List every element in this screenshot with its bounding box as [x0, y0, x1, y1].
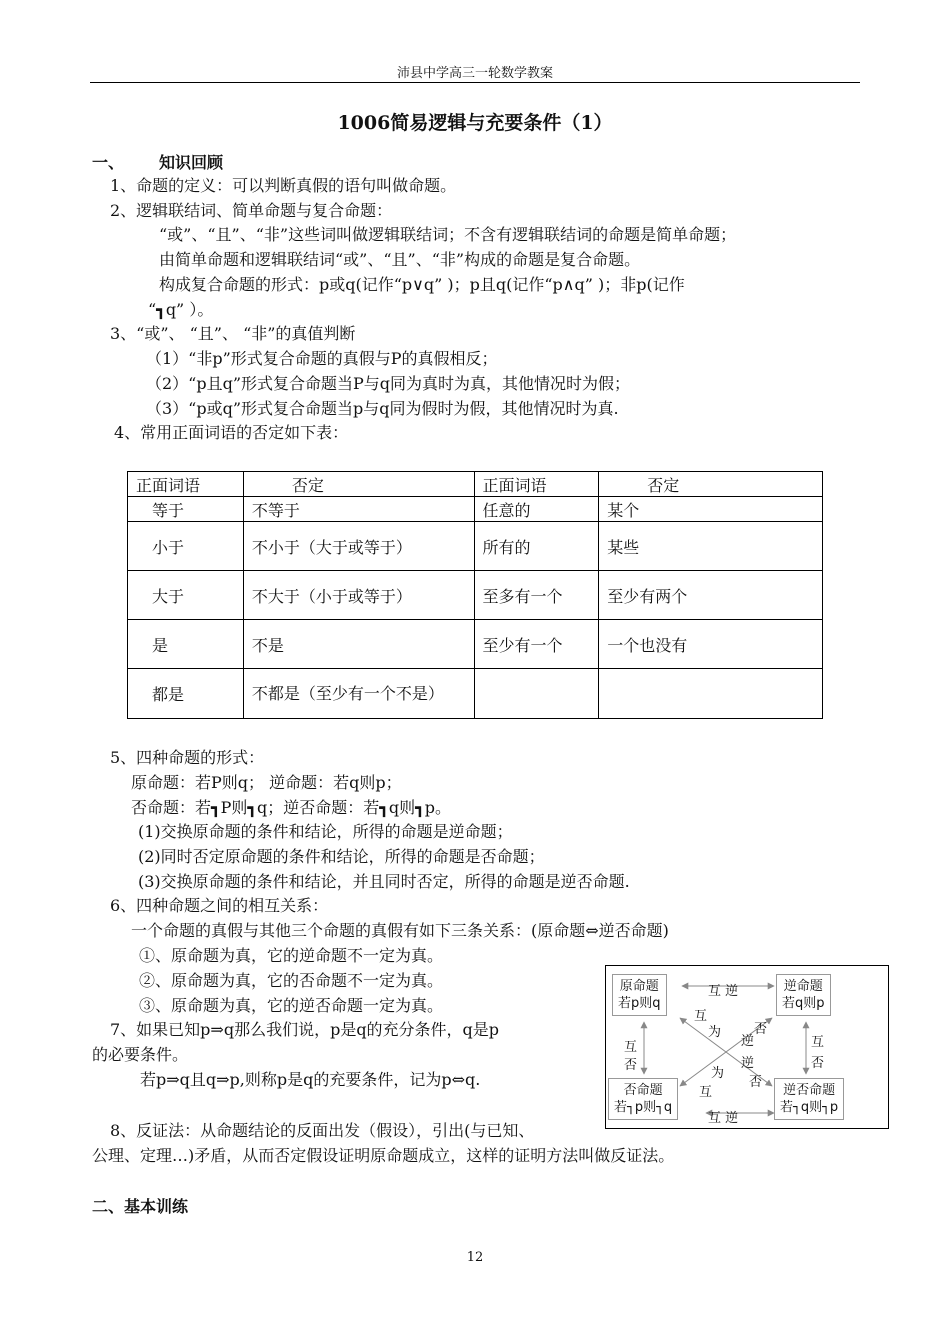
item3-heading: 3、“或”、 “且”、 “非”的真值判断: [110, 324, 356, 343]
center-label-a2: 为: [708, 1025, 722, 1040]
table-row: [128, 620, 823, 669]
item3-sub3: （3）“p或q”形式复合命题当p与q同为假时为假，其他情况时为真.: [146, 399, 619, 418]
table-cell: 都是: [128, 669, 244, 719]
box-title: 逆否命题: [783, 1083, 836, 1098]
bottom-relation-label: 互 逆: [708, 1111, 739, 1126]
item6-condition3: ③、原命题为真，它的逆否命题一定为真。: [139, 996, 444, 1015]
item3-sub1: （1）“非p”形式复合命题的真假与P的真假相反；: [146, 349, 498, 368]
table-row: [128, 497, 823, 522]
item8-line1: 8、反证法：从命题结论的反面出发（假设），引出(与已知、: [110, 1121, 535, 1140]
item2-line2: 由简单命题和逻辑联结词“或”、“且”、“非”构成的命题是复合命题。: [159, 250, 641, 269]
item5-line2: 否命题：若┓P则┓q；逆否命题：若┓q则┓p。: [131, 798, 452, 817]
item5-line1: 原命题：若P则q； 逆命题：若q则p；: [131, 773, 402, 792]
converse-proposition-box: [776, 974, 831, 1016]
table-row: [128, 571, 823, 620]
item1-text: 1、命题的定义：可以判断真假的语句叫做命题。: [110, 176, 457, 195]
proposition-relation-diagram: [605, 965, 889, 1129]
table-cell: [474, 669, 599, 719]
section1-title: 知识回顾: [159, 153, 224, 172]
left-relation-label-1: 互: [624, 1040, 638, 1055]
item5-sub1: (1)交换原命题的条件和结论，所得的命题是逆命题；: [138, 822, 513, 841]
page-title: 1006简易逻辑与充要条件（1）: [337, 112, 613, 134]
table-cell: 任意的: [474, 497, 599, 522]
item6-condition2: ②、原命题为真，它的否命题不一定为真。: [139, 971, 444, 990]
table-cell: 某些: [599, 522, 823, 571]
item2-line4: “┓q” ）。: [148, 300, 214, 319]
item6-condition1: ①、原命题为真，它的逆命题不一定为真。: [139, 946, 444, 965]
item6-heading: 6、四种命题之间的相互关系：: [110, 896, 329, 915]
item6-line1: 一个命题的真假与其他三个命题的真假有如下三条关系：(原命题⇔逆否命题): [131, 921, 669, 940]
header-rule: [90, 82, 860, 83]
table-header-row: [128, 472, 823, 497]
inverse-proposition-box: [608, 1078, 678, 1120]
table-cell: [599, 669, 823, 719]
table-cell: 至多有一个: [474, 571, 599, 620]
box-title: 逆命题: [783, 979, 823, 994]
center-label-b2: 否: [749, 1075, 763, 1090]
item3-sub2: （2）“p且q”形式复合命题当P与q同为真时为真，其他情况时为假；: [146, 374, 631, 393]
table-cell: 至少有一个: [474, 620, 599, 669]
section1-number: 一、: [92, 153, 125, 172]
top-relation-label: 互 逆: [708, 984, 739, 999]
left-relation-label-2: 否: [624, 1058, 638, 1073]
box-title: 原命题: [619, 979, 659, 994]
item5-heading: 5、四种命题的形式：: [110, 748, 265, 767]
box-title: 否命题: [623, 1083, 663, 1098]
table-header-cell: 正面词语: [128, 472, 244, 497]
center-label-a4: 否: [754, 1022, 768, 1037]
item7-line3: 若p⇒q且q⇒p,则称p是q的充要条件，记为p⇔q.: [140, 1070, 481, 1089]
item7-line1: 7、如果已知p⇒q那么我们说，p是q的充分条件，q是p: [110, 1020, 500, 1039]
center-label-b3: 为: [711, 1066, 725, 1081]
page-header: 沛县中学高三一轮数学教案: [396, 66, 553, 81]
center-label-a3: 逆: [741, 1034, 755, 1049]
box-formula: 若┐q则┐p: [780, 1100, 839, 1115]
item8-line2: 公理、定理…)矛盾，从而否定假设证明原命题成立，这样的证明方法叫做反证法。: [92, 1146, 675, 1165]
item4-text: 4、常用正面词语的否定如下表：: [114, 423, 349, 442]
center-label-b1: 逆: [741, 1056, 755, 1071]
table-cell: 不是: [243, 620, 474, 669]
item2-heading: 2、逻辑联结词、简单命题与复合命题：: [110, 201, 393, 220]
table-cell: 等于: [128, 497, 244, 522]
center-label-a1: 互: [694, 1009, 708, 1024]
box-formula: 若q则p: [782, 996, 825, 1011]
page-number: 12: [466, 1250, 484, 1265]
table-cell: 不都是（至少有一个不是）: [243, 669, 474, 719]
table-header-cell: 否定: [599, 472, 823, 497]
table-row: [128, 522, 823, 571]
table-cell: 大于: [128, 571, 244, 620]
table-cell: 一个也没有: [599, 620, 823, 669]
table-header-cell: 正面词语: [474, 472, 599, 497]
right-relation-label-2: 否: [811, 1056, 825, 1071]
table-cell: 所有的: [474, 522, 599, 571]
box-formula: 若p则q: [618, 996, 661, 1011]
contrapositive-proposition-box: [774, 1078, 844, 1120]
item5-sub2: (2)同时否定原命题的条件和结论，所得的命题是否命题；: [138, 847, 545, 866]
item2-line3: 构成复合命题的形式：p或q(记作“p∨q” )；p且q(记作“p∧q” )；非p(记作: [159, 275, 685, 294]
negation-table: [127, 471, 823, 719]
center-label-b4: 互: [699, 1085, 713, 1100]
table-cell: 不等于: [243, 497, 474, 522]
table-cell: 小于: [128, 522, 244, 571]
table-cell: 至少有两个: [599, 571, 823, 620]
item2-line1: “或”、“且”、“非”这些词叫做逻辑联结词；不含有逻辑联结词的命题是简单命题；: [159, 225, 737, 244]
table-cell: 不小于（大于或等于）: [243, 522, 474, 571]
table-row: [128, 669, 823, 719]
table-header-cell: 否定: [243, 472, 474, 497]
table-cell: 某个: [599, 497, 823, 522]
box-formula: 若┐p则┐q: [614, 1100, 673, 1115]
item5-sub3: (3)交换原命题的条件和结论，并且同时否定，所得的命题是逆否命题.: [138, 872, 630, 891]
table-cell: 是: [128, 620, 244, 669]
item7-line2: 的必要条件。: [92, 1045, 189, 1064]
table-cell: 不大于（小于或等于）: [243, 571, 474, 620]
section2-title: 二、基本训练: [92, 1197, 189, 1216]
original-proposition-box: [612, 974, 667, 1016]
right-relation-label-1: 互: [811, 1035, 825, 1050]
